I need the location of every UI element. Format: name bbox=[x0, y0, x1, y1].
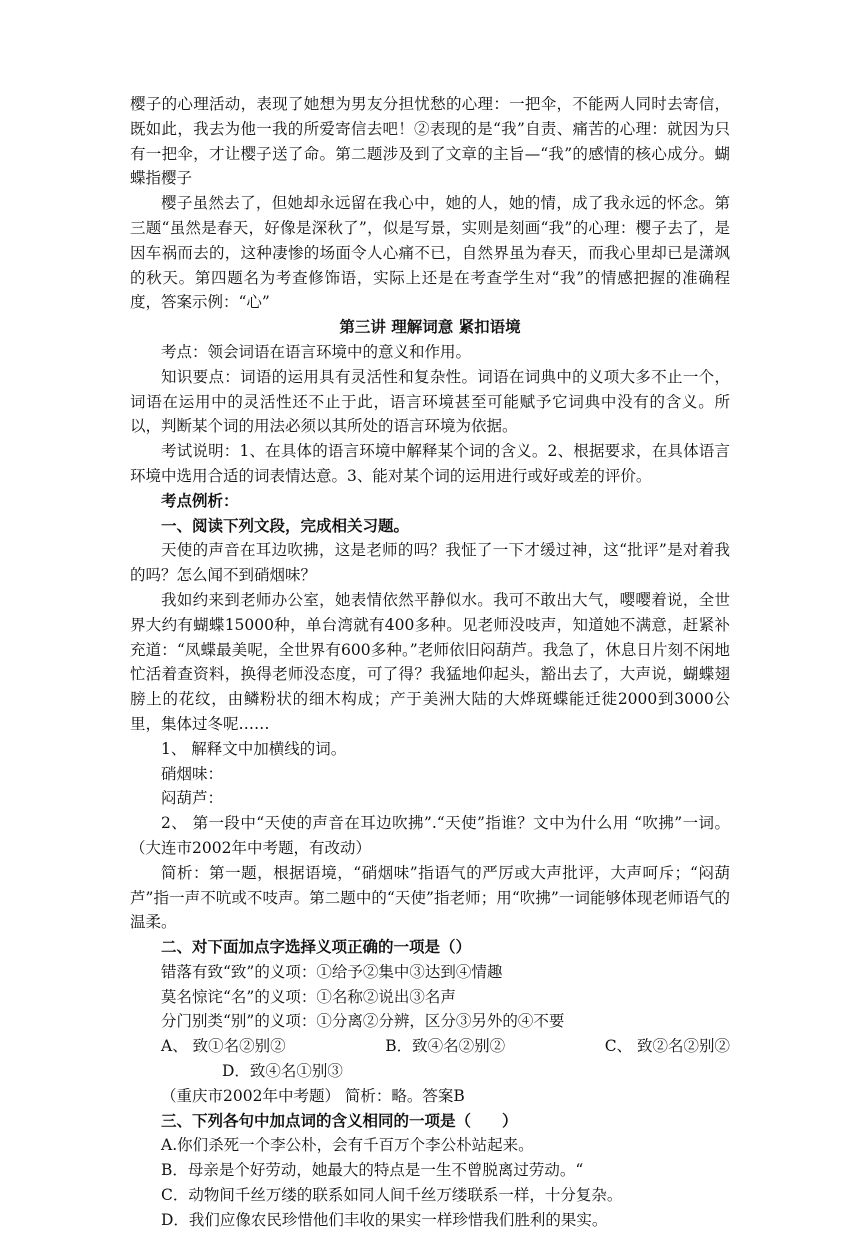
question: 2、 第一段中“天使的声音在耳边吹拂”.“天使”指谁？文中为什么用 “吹拂”一词。 （大连市2002年中考题，有改动） bbox=[130, 814, 730, 857]
paragraph: 考试说明：1、在具体的语言环境中解释某个词的含义。2、根据要求，在具体语言环境中选用合适的词表情达意。3、能对某个词的运用进行或好或差的评价。 bbox=[130, 442, 730, 485]
paragraph: 樱子虽然去了，但她却永远留在我心中，她的人，她的情，成了我永远的怀念。第三题“虽然是春天，好像是深秋了”，似是写景，实则是刻画“我”的心理：樱子去了，是因车祸而去的，这种凄惨的场面令人心痛不已，自然界虽为春天，而我心里却已是潇飒的秋天。第四题名为考查修饰语，实际上还是在考查学生对“我”的情感把握的准确程度，答案示例：“心” bbox=[130, 194, 730, 312]
paragraph: 分门别类“别”的义项：①分离②分辨，区分③另外的④不要 bbox=[161, 1012, 565, 1031]
paragraph: 知识要点：词语的运用具有灵活性和复杂性。词语在词典中的义项大多不止一个，词语在运用中的灵活性还不止于此，语言环境甚至可能赋予它词典中没有的含义。所以，判断某个词的用法必须以其所处的语言环境为依据。 bbox=[130, 367, 730, 436]
paragraph: 天使的声音在耳边吹拂，这是老师的吗？我怔了一下才缓过神，这“批评”是对着我的吗？怎么闻不到硝烟味？ bbox=[130, 541, 730, 585]
answer-line: 闷葫芦： bbox=[161, 789, 224, 808]
answer-line: 硝烟味： bbox=[161, 764, 224, 783]
subheading: 三、下列各句中加点词的含义相同的一项是（ ） bbox=[161, 1110, 518, 1130]
option-c: C、 致②名②别② bbox=[604, 1037, 730, 1056]
option-line: A.你们杀死一个李公朴，会有千百万个李公朴站起来。 bbox=[161, 1136, 534, 1155]
option-line: D．我们应像农民珍惜他们丰收的果实一样珍惜我们胜利的果实。 bbox=[161, 1210, 608, 1229]
question: 1、 解释文中加横线的词。 bbox=[161, 739, 347, 758]
paragraph: （重庆市2002年中考题） 简析：略。答案B bbox=[161, 1086, 465, 1105]
paragraph: 莫名惊诧“名”的义项：①名称②说出③名声 bbox=[161, 987, 456, 1006]
subheading: 考点例析： bbox=[161, 490, 239, 510]
subheading: 二、对下面加点字选择义项正确的一项是（） bbox=[161, 937, 472, 957]
subheading: 一、阅读下列文段，完成相关习题。 bbox=[161, 515, 410, 535]
paragraph: 错落有致“致”的义项：①给予②集中③达到④情趣 bbox=[161, 962, 503, 981]
option-line: B．母亲是个好劳动，她最大的特点是一生不曾脱离过劳动。“ bbox=[161, 1161, 584, 1180]
option-b: B．致④名②别② bbox=[385, 1037, 506, 1056]
options-row bbox=[130, 1034, 730, 1059]
paragraph: 樱子的心理活动，表现了她想为男友分担忧愁的心理：一把伞，不能两人同时去寄信，既如此，我去为他一我的所爱寄信去吧！②表现的是“我”自责、痛苦的心理：就因为只有一把伞，才让樱子送了命。第二题涉及到了文章的主旨—“我”的感情的核心成分。蝴蝶指樱子 bbox=[130, 95, 730, 188]
section-heading: 第三讲 理解词意 紧扣语境 bbox=[339, 317, 521, 337]
paragraph: 考点：领会词语在语言环境中的意义和作用。 bbox=[161, 342, 472, 361]
option-d: D．致④名①别③ bbox=[222, 1062, 343, 1081]
option-a: A、 致①名②别② bbox=[161, 1037, 286, 1056]
paragraph: 简析：第一题，根据语境，“硝烟味”指语气的严厉或大声批评，大声呵斥；“闷葫芦”指一声不吭或不吱声。第二题中的“天使”指老师；用“吹拂”一词能够体现老师语气的温柔。 bbox=[130, 863, 730, 932]
document-page bbox=[130, 92, 730, 1233]
paragraph: 我如约来到老师办公室，她表情依然平静似水。我可不敢出大气，嘤嘤着说，全世界大约有蝴蝶15000种，单台湾就有400多种。见老师没吱声，知道她不满意，赶紧补充道：“凤蝶最美呢，全世界有600多种。”老师依旧闷葫芦。我急了，休息日片刻不闲地忙活着查资料，换得老师没态度，可了得？我猛地仰起头，豁出去了，大声说，蝴蝶翅膀上的花纹，由鳞粉状的细木构成；产于美洲大陆的大烨斑蝶能迁徙2000到3000公里，集体过冬呢…… bbox=[130, 590, 730, 733]
option-line: C．动物间千丝万缕的联系如同人间千丝万缕联系一样，十分复杂。 bbox=[161, 1186, 623, 1205]
